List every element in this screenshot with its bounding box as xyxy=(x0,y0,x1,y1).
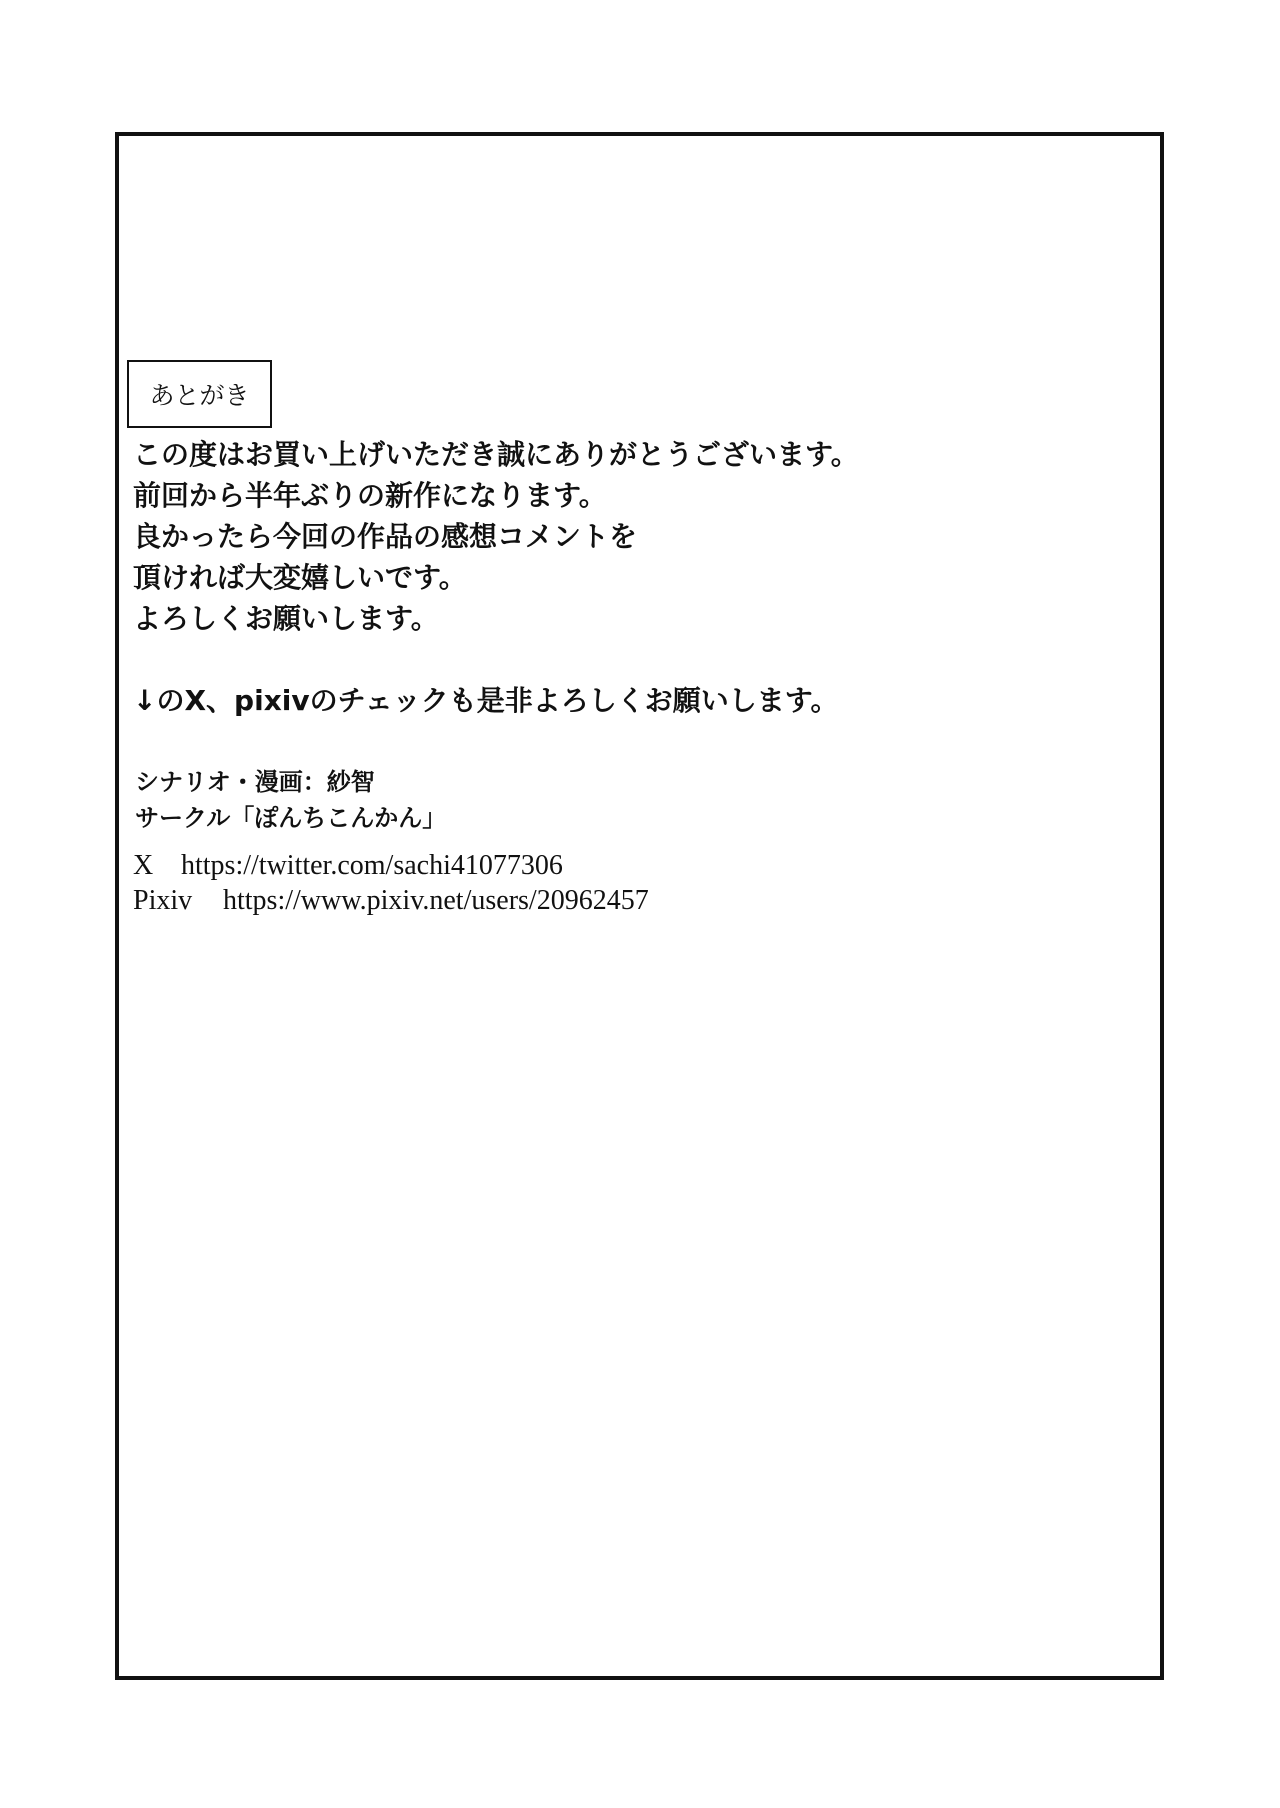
afterword-heading xyxy=(127,360,272,428)
social-links xyxy=(133,848,649,918)
pixiv-link-row xyxy=(133,883,649,918)
afterword-heading-text: あとがき xyxy=(149,381,250,410)
paragraph-spacer xyxy=(133,639,1133,680)
message-line: 良かったら今回の作品の感想コメントを xyxy=(133,520,638,553)
x-link-url[interactable]: https://twitter.com/sachi41077306 xyxy=(181,850,563,881)
scenario-manga-credit: シナリオ・漫画：紗智 xyxy=(135,768,375,796)
afterword-message xyxy=(133,434,1133,721)
message-line: よろしくお願いします。 xyxy=(133,602,439,635)
pixiv-link-url[interactable]: https://www.pixiv.net/users/20962457 xyxy=(223,885,649,916)
x-link-label: X xyxy=(133,850,154,881)
x-link-row xyxy=(133,848,649,883)
credits xyxy=(135,764,446,836)
pixiv-link-label: Pixiv xyxy=(133,885,193,916)
check-request-line: ↓のX、pixivのチェックも是非よろしくお願いします。 xyxy=(133,684,839,717)
message-line: この度はお買い上げいただき誠にありがとうございます。 xyxy=(133,438,859,471)
circle-credit: サークル「ぽんちこんかん」 xyxy=(135,804,447,832)
message-line: 前回から半年ぶりの新作になります。 xyxy=(133,479,607,512)
message-line: 頂ければ大変嬉しいです。 xyxy=(133,561,467,594)
